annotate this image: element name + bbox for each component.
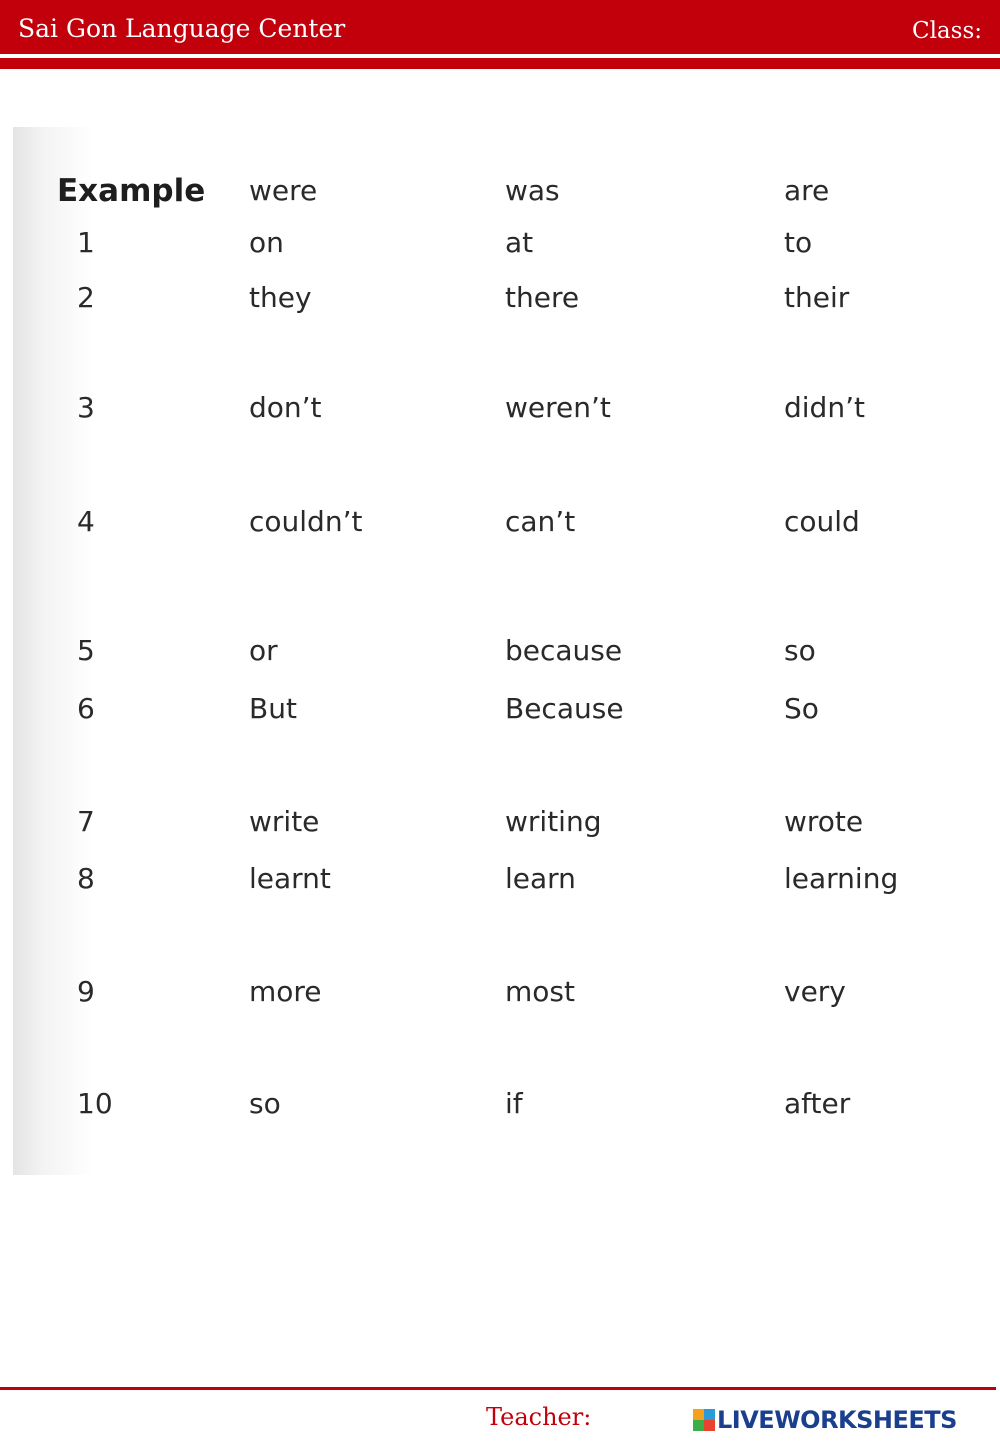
option-b: writing	[505, 805, 602, 838]
option-b: because	[505, 634, 623, 667]
option-c: very	[784, 975, 846, 1008]
question-row	[13, 631, 1000, 671]
example-row	[13, 171, 1000, 211]
option-a: they	[249, 281, 312, 314]
row-number: 4	[77, 505, 95, 538]
question-row	[13, 223, 1000, 263]
question-row	[13, 972, 1000, 1012]
liveworksheets-logo-icon	[693, 1409, 715, 1431]
option-c: to	[784, 226, 813, 259]
option-b: Because	[505, 692, 624, 725]
option-b: there	[505, 281, 580, 314]
header-bar	[0, 0, 1000, 54]
option-c: learning	[784, 862, 899, 895]
option-a: learnt	[249, 862, 331, 895]
question-row	[13, 278, 1000, 318]
worksheet-scan	[13, 127, 1000, 1175]
row-number: 6	[77, 692, 95, 725]
question-row	[13, 689, 1000, 729]
row-number: 3	[77, 391, 95, 424]
option-a: don’t	[249, 391, 322, 424]
option-c: are	[784, 174, 830, 207]
center-name: Sai Gon Language Center	[18, 14, 346, 43]
option-a: so	[249, 1087, 281, 1120]
header-divider	[0, 58, 1000, 69]
option-b: was	[505, 174, 560, 207]
liveworksheets-logo[interactable]	[693, 1402, 957, 1438]
row-number: 8	[77, 862, 95, 895]
option-a: write	[249, 805, 320, 838]
option-c: So	[784, 692, 819, 725]
option-c: could	[784, 505, 860, 538]
option-a: more	[249, 975, 322, 1008]
row-number: 5	[77, 634, 95, 667]
row-number: 2	[77, 281, 95, 314]
option-c: so	[784, 634, 816, 667]
option-b: if	[505, 1087, 523, 1120]
option-b: most	[505, 975, 575, 1008]
option-c: wrote	[784, 805, 864, 838]
row-number: 1	[77, 226, 95, 259]
option-b: can’t	[505, 505, 576, 538]
option-a: But	[249, 692, 297, 725]
option-a: couldn’t	[249, 505, 363, 538]
row-number: 7	[77, 805, 95, 838]
option-b: weren’t	[505, 391, 611, 424]
question-row	[13, 802, 1000, 842]
row-number: Example	[57, 173, 206, 209]
option-a: on	[249, 226, 284, 259]
option-c: their	[784, 281, 850, 314]
option-c: didn’t	[784, 391, 865, 424]
option-b: at	[505, 226, 534, 259]
footer-divider	[0, 1387, 996, 1390]
question-row	[13, 388, 1000, 428]
row-number: 9	[77, 975, 95, 1008]
question-row	[13, 1084, 1000, 1124]
option-a: or	[249, 634, 278, 667]
brand-name: LIVEWORKSHEETS	[717, 1406, 957, 1434]
row-number: 10	[77, 1087, 113, 1120]
option-b: learn	[505, 862, 576, 895]
option-c: after	[784, 1087, 851, 1120]
question-row	[13, 502, 1000, 542]
teacher-label: Teacher:	[486, 1403, 592, 1431]
class-label: Class:	[911, 18, 982, 44]
option-a: were	[249, 174, 318, 207]
question-row	[13, 859, 1000, 899]
